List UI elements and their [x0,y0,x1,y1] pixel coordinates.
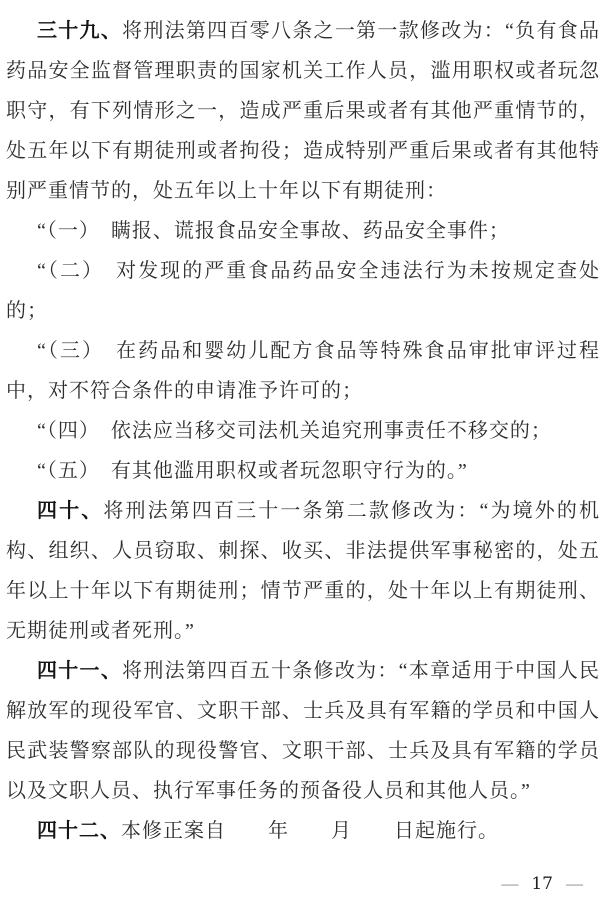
paragraph-item-2 [6,251,600,331]
paragraph-article-39 [6,11,600,211]
paragraph-text: “（二） 对发现的严重食品药品安全违法行为未按规定查处的； [6,260,600,322]
paragraph-item-1 [6,211,600,251]
page-footer [501,875,583,893]
paragraph-item-3 [6,331,600,411]
paragraph-text: 将刑法第四百五十条修改为：“本章适用于中国人民解放军的现役军官、文职干部、士兵及具有军籍的学员和中国人民武装警察部队的现役警官、文职干部、士兵及具有军籍的学员以及文职人员、执行军事任务的预备役人员和其他人员。” [6,660,600,802]
paragraph-article-40 [6,491,600,651]
section-number: 四十、 [37,500,104,522]
footer-dash-left: — [501,874,519,893]
section-number: 四十一、 [37,660,123,682]
section-number: 三十九、 [37,20,123,42]
footer-dash-right: — [566,874,583,893]
paragraph-text: “（四） 依法应当移交司法机关追究刑事责任不移交的； [37,420,552,442]
paragraph-text: “（一） 瞒报、谎报食品安全事故、药品安全事件； [37,220,510,242]
paragraph-item-4 [6,411,600,451]
paragraph-item-5 [6,451,600,491]
section-number: 四十二、 [37,820,121,842]
page-number: 17 [531,874,553,894]
paragraph-article-42 [6,811,600,851]
paragraph-article-41 [6,651,600,811]
paragraph-text: 将刑法第四百零八条之一第一款修改为：“负有食品药品安全监督管理职责的国家机关工作人员，滥用职权或者玩忽职守，有下列情形之一，造成严重后果或者有其他严重情节的，处五年以下有期徒刑或者拘役；造成特别严重后果或者有其他特别严重情节的，处五年以上十年以下有期徒刑： [6,20,600,202]
paragraph-text: 将刑法第四百三十一条第二款修改为：“为境外的机构、组织、人员窃取、刺探、收买、非法提供军事秘密的，处五年以上十年以下有期徒刑；情节严重的，处十年以上有期徒刑、无期徒刑或者死刑。” [6,500,600,642]
paragraph-text: “（五） 有其他滥用职权或者玩忽职守行为的。” [37,460,468,482]
paragraph-text: “（三） 在药品和婴幼儿配方食品等特殊食品审批审评过程中，对不符合条件的申请准予许可的； [6,340,600,402]
paragraph-text: 本修正案自 年 月 日起施行。 [121,820,499,842]
